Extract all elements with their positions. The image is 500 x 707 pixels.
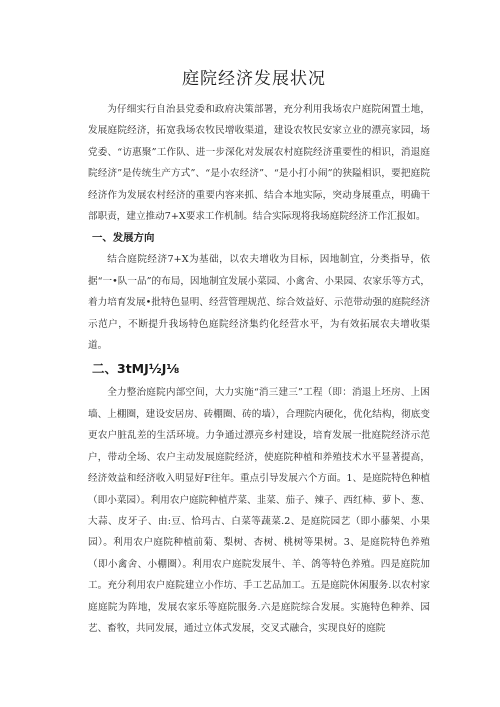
intro-paragraph: 为仔细实行自治县党委和政府决策部署，充分利用我场农户庭院闲置土地，发展庭院经济，拓宽我场农牧民增收渠道，建设农牧民安家立业的漂亮家园，场党委、“访惠聚”工作队、进一步深化对发展农村庭院经济重要性的相识，消退庭院经济”是传统生产方式”、“是小农经济”、“是小打小闹”的狭隘相识，要把庭院经济作为发展农村经济的重要内容来抓、结合本地实际，突动身展重点，明确干部职责，建立推动7+X要求工作机制。结合实际现将我场庭院经济工作汇报如。 xyxy=(88,104,430,223)
section-second-paragraph: 全力整治庭院内部空间，大力实施“消三建三”工程（即：消退上坯房、上困墙、上棚圈，建设安居房、砖棚圈、砖的墙），合理院内硬化，优化结构，彻底变更农户脏乱差的生活环境。力争通过漂亮乡村建设，培育发展一批庭院经济示范户，带动全场、农户主动发展庭院经济，使庭院种植和养殖技术水平显著提高，经济效益和经济收入明显好F往年。重点引导发展六个方面。1、是庭院特色种植（即小菜园）。利用农户庭院种植芹菜、韭菜、茄子、辣子、西红柿、萝卜、葱、大蒜、皮牙子、由:豆、恰玛古、白菜等蔬菜.2、是庭院园艺（即小藤架、小果园）。利用农户庭院种植前菊、梨树、杏树、桃树等果树。3、是庭院特色养殖（即小禽舍、小棚圈）。利用农户庭院发展牛、羊、鸽等特色养殖。四是庭院加工。充分利用农户庭院建立小作坊、手工艺品加工。五是庭院休闲服务.以农村家庭庭院为阵地，发展农家乐等庭院服务.六是庭院综合发展。实施特色种养、园艺、畜牧，共同发展，通过立体式发展，交叉式融合，实现良好的庭院 xyxy=(88,387,430,634)
section-heading-second: 二、3tMJ½J⅛ xyxy=(92,361,180,377)
section-heading-direction: 一、发展方向 xyxy=(92,232,155,245)
page-title: 庭院经济发展状况 xyxy=(182,69,326,89)
section-direction-paragraph: 结合庭院经济7+X为基础，以农夫增收为目标，因地制宜，分类指导，依据“一•队一品”的布局，因地制宜发展小菜园、小禽舍、小果园、农家乐等方式，着力培育发展•批特色显明、经营管理规范、综合效益好、示范带动强的庭院经济示范户，不断提升我场特色庭院经济集约化经营水平，为有效拓展农夫增收渠道。 xyxy=(88,254,430,352)
